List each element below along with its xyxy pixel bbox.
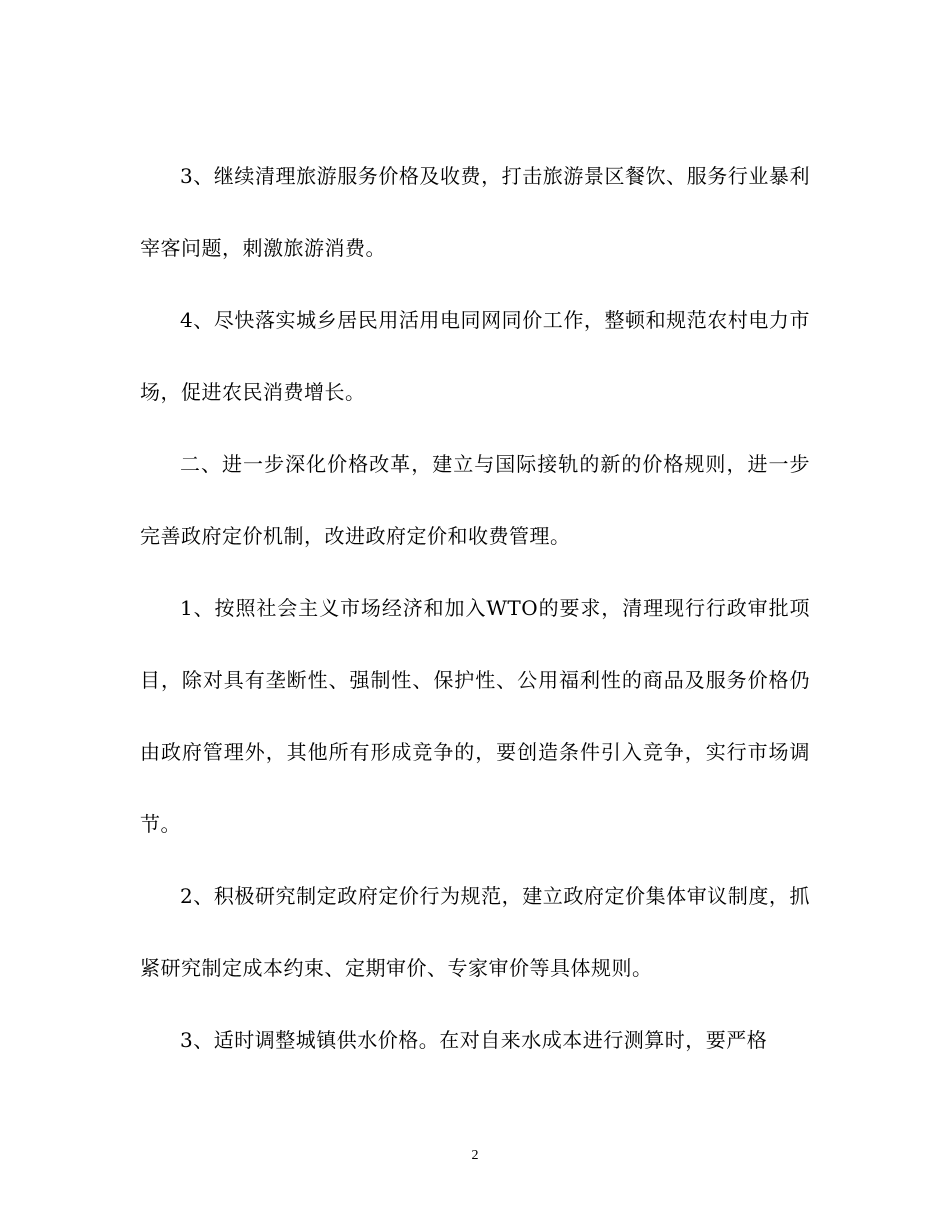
paragraph-water-pricing: 3、适时调整城镇供水价格。在对自来水成本进行测算时，要严格 — [180, 1028, 768, 1052]
paragraph-tourism-pricing: 3、继续清理旅游服务价格及收费，打击旅游景区餐饮、服务行业暴利宰客问题，刺激旅游消费。 — [140, 164, 810, 260]
body-text — [140, 140, 810, 1076]
paragraph-price-reform-heading: 二、进一步深化价格改革，建立与国际接轨的新的价格规则，进一步完善政府定价机制，改进政府定价和收费管理。 — [140, 452, 810, 548]
paragraph-rural-electricity: 4、尽快落实城乡居民用活用电同网同价工作，整顿和规范农村电力市场，促进农民消费增长。 — [140, 308, 810, 404]
paragraph-administrative-approval: 1、按照社会主义市场经济和加入WTO的要求，清理现行行政审批项目，除对具有垄断性、强制性、保护性、公用福利性的商品及服务价格仍由政府管理外，其他所有形成竞争的，要创造条件引入竞争，实行市场调节。 — [140, 596, 810, 836]
paragraph-government-pricing-rules: 2、积极研究制定政府定价行为规范，建立政府定价集体审议制度，抓紧研究制定成本约束、定期审价、专家审价等具体规则。 — [140, 884, 810, 980]
page-number: 2 — [471, 1148, 479, 1163]
